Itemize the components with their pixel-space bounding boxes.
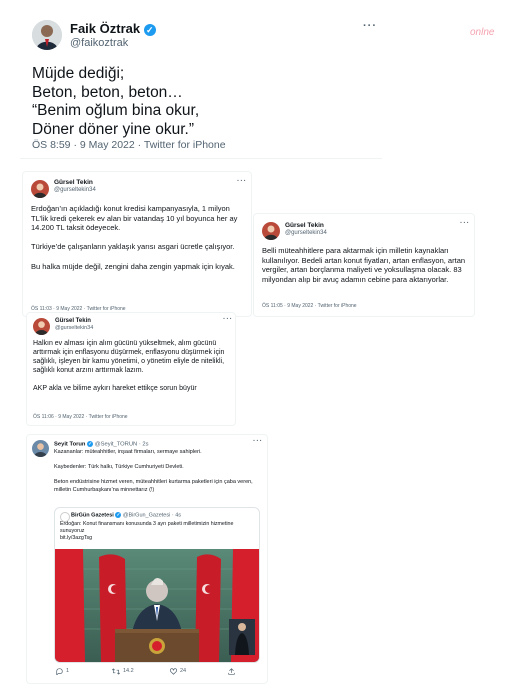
watermark-logo: onlne	[470, 27, 495, 38]
more-options-icon[interactable]: ···	[223, 316, 233, 323]
like-count: 24	[180, 668, 187, 674]
author-handle[interactable]: @faikoztrak	[70, 37, 129, 49]
tweet-card-b	[253, 213, 475, 317]
author-name[interactable]: Gürsel Tekin	[55, 318, 91, 324]
quote-photo[interactable]	[55, 549, 259, 662]
tweet-card-c	[26, 312, 236, 426]
more-options-icon[interactable]: ···	[253, 438, 263, 445]
verified-icon: ✓	[116, 512, 121, 517]
author-name[interactable]: Faik Öztrak	[70, 21, 141, 36]
tweet-text: Halkın ev alması için alım gücünü yükseltmek, alım gücünü arttırmak için enflasyonu düşürmek, enflasyonu düşürmek için sağlıklı, işleyen bir kamu yönetimi, o yönetim eliyle de nitelikli, sağlıklı konut arzını arttırmak lazım. AKP akla ve bilime aykırı hareket ettikçe sorun büyür	[33, 340, 225, 392]
author-handle[interactable]: @Seyit_TORUN	[94, 441, 138, 448]
action-bar	[54, 668, 254, 678]
more-options-icon[interactable]: ···	[363, 20, 377, 32]
author-name[interactable]: Gürsel Tekin	[285, 222, 324, 229]
avatar[interactable]	[32, 20, 62, 50]
reply-count: 1	[66, 668, 70, 674]
tweet-card-a	[22, 171, 252, 317]
author-handle[interactable]: @gurseltekin34	[285, 230, 327, 236]
avatar[interactable]	[32, 440, 49, 457]
share-icon[interactable]	[228, 668, 235, 675]
tweet-timestamp[interactable]: ÖS 11:03 · 9 May 2022 · Twitter for iPhone	[31, 306, 126, 312]
tweet-text: Müjde dediği; Beton, beton, beton… “Benim oğlum bina okur, Döner döner yine okur.”	[32, 65, 200, 138]
tweet-text: Belli müteahhitlere para aktarmak için milletin kaynakları kullanılıyor. Bedeli artan konut fiyatları, artan enflasyon, artan vergiler, artan borçlanma maliyeti ve yoksullaşma olacak. 83 milyondan alıp bir avuç adamın cebine para aktarıyorlar.	[262, 246, 466, 284]
retweet-icon[interactable]	[112, 668, 120, 675]
avatar[interactable]	[31, 180, 49, 198]
avatar[interactable]	[33, 318, 50, 335]
retweet-count: 14.2	[123, 668, 134, 674]
verified-icon: ✓	[144, 24, 156, 36]
more-options-icon[interactable]: ···	[237, 178, 247, 185]
tweet-card-d	[26, 434, 268, 684]
reply-icon[interactable]	[56, 668, 63, 675]
tweet-text: Kazananlar: müteahhitler, inşaat firmaları, sermaye sahipleri. Kaybedenler: Türk halkı, Türkiye Cumhuriyeti Devleti. Beton endüstrisine hizmet veren, müteahhitleri kurtarma paketleri için çaba veren, milletin Cumhurbaşkanı’na minnettarız (!)	[54, 449, 253, 493]
author-handle[interactable]: @gurseltekin34	[54, 187, 96, 193]
quote-text: Erdoğan: Konut finansmanı konusunda 3 ayrı paketi milletimizin hizmetine sunuyoruz bit.ly/3azgTsg	[60, 521, 234, 541]
like-icon[interactable]	[170, 668, 177, 675]
quote-author-name: BirGün Gazetesi	[71, 512, 114, 519]
tweet-timestamp[interactable]: ÖS 11:06 · 9 May 2022 · Twitter for iPhone	[33, 414, 128, 420]
tweet-text: Erdoğan’ın açıkladığı konut kredisi kampanyasıyla, 1 milyon TL’lik kredi çekerek ev alan bir vatandaş 10 yıl boyunca her ay 14.200 TL taksit ödeyecek. Türkiye’de çalışanların yaklaşık yarısı asgari ücretle çalışıyor. Bu halka müjde değil, zengini daha zengin yapmak için kıyak.	[31, 204, 238, 271]
more-options-icon[interactable]: ···	[460, 220, 470, 227]
verified-icon: ✓	[88, 441, 92, 446]
tweet-age[interactable]: · 2s	[138, 441, 149, 448]
quoted-tweet[interactable]	[54, 507, 260, 663]
author-handle[interactable]: @gurseltekin34	[55, 325, 94, 331]
main-tweet	[20, 8, 382, 159]
quote-age: · 4s	[171, 512, 182, 519]
tweet-timestamp[interactable]: ÖS 11:05 · 9 May 2022 · Twitter for iPhone	[262, 303, 357, 309]
quote-author-handle: @BirGun_Gazetesi	[122, 512, 171, 519]
tweet-timestamp[interactable]: ÖS 8:59 · 9 May 2022 · Twitter for iPhone	[32, 139, 226, 151]
author-name[interactable]: Gürsel Tekin	[54, 179, 93, 186]
author-name[interactable]: Seyit Torun	[54, 441, 86, 448]
avatar[interactable]	[262, 222, 280, 240]
